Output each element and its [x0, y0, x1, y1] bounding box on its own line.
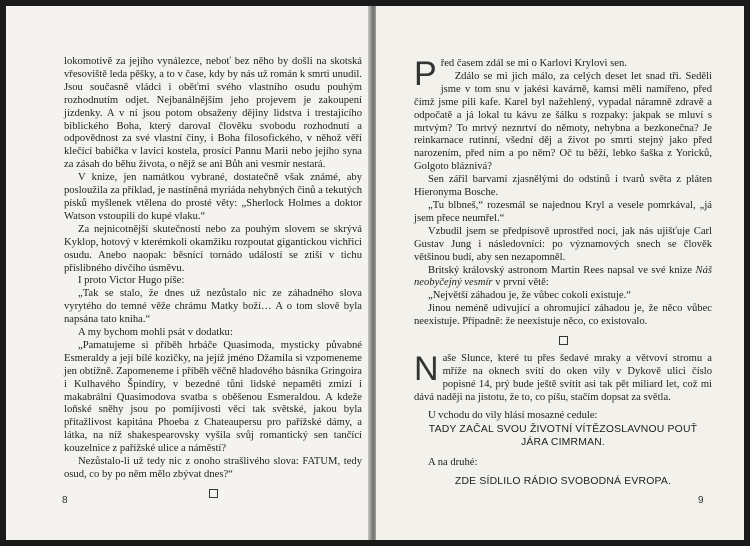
- drop-cap: P: [414, 55, 437, 93]
- section-ornament: [559, 336, 568, 345]
- paragraph: lokomotivě za jejího vynálezce, neboť bez něho by došli na skotská vřesoviště leda pěšky, a to v čase, kdy by nás už román k smrti unudil. Jsou současně vládci i oběťmi svého vlastního osudu pouhým rozhodnutím odjet. Nejbanálnějším jeho projevem je zakoupení jízdenky. A v ní jsou potom obsaženy dějiny lidstva i trestajícího biblického Boha, který daroval člověku svobodu rozhodnutí a odpovědnost za své vlastní činy, i Boha filosofického, v něhož věří klečící babička v lavici kostela, prosící Pannu Marii nebo jejího syna za zásah do běhu života, o nějž se ani Bůh ani vesmír nestará.: [64, 56, 362, 171]
- paragraph: I proto Victor Hugo píše:: [78, 275, 185, 287]
- paragraph: Za nejnicotnější skutečností nebo za pouhým slovem se skrývá Kyklop, hotový v kterémkoli okamžiku rozpoutat gigantickou vichřici osudu. Anebo naopak: běsnící tornádo událostí se ztiší v tichu příslibného dívčího úsměvu.: [64, 223, 362, 274]
- paragraph: Vzbudil jsem se předpisově uprostřed noci, jak nás ujišťuje Carl Gustav Jung i následovníci: po významových snech se člověk většinou budí, aby sen nezapomněl.: [414, 225, 712, 263]
- paragraph: Před časem zdál se mi o Karlovi Krylovi sen.: [414, 55, 627, 93]
- page-number-left: 8: [62, 495, 68, 506]
- plaque-cimrman: TADY ZAČAL SVOU ŽIVOTNÍ VÍTĚZOSLAVNOU POUŤ JÁRA CIMRMAN.: [428, 423, 698, 448]
- paragraph: Jinou neméně udivující a ohromující záhadou je, že něco vůbec neexistuje. Případně: že neexistuje něco, co existovalo.: [414, 303, 712, 328]
- paragraph: Sen zářil barvami zjasnělými do odstínů i tvarů světa z pláten Hieronyma Bosche.: [414, 174, 712, 199]
- paragraph: A na druhé:: [428, 456, 478, 468]
- left-page: [6, 6, 372, 540]
- paragraph: „Největší záhadou je, že vůbec cokoli existuje.“: [428, 290, 631, 302]
- book-title: Náš neobyčejný vesmír: [414, 264, 712, 289]
- paragraph: Britský královský astronom Martin Rees napsal ve své knize Náš neobyčejný vesmír v první větě:: [414, 264, 712, 289]
- paragraph: Zdálo se mi jich málo, za celých deset let snad tři. Seděli jsme v tom snu v jakési kavárně, kamsi měli namířeno, před čímž jsme pili kafe. Karel byl nažehlený, vypadal náramně zdravě a odpočatě a já lokal tu kávu ze šálku s rozpaky: jakpak se mluví s mrtvým? To mrtvý neznrtví do němoty, nehybna a bezkonečna? Je reinkarnace rutinní, všední děj a život po smrti stejný jako před narozením, před ním a po něm? Oč tu běží, lebko šaška z Yoricků, Golgoto bláznivá?: [414, 70, 712, 173]
- plaque-radio: ZDE SÍDLILO RÁDIO SVOBODNÁ EVROPA.: [454, 476, 672, 488]
- paragraph: Naše Slunce, které tu přes šedavé mraky a větvoví stromu a mříže na oknech svítí do oken vily v Dykově ulici číslo popisné 14, prý bude ještě svítit asi tak pět miliard let, což mi dává naději na jistotu, že to, co píšu, stačím dopsat za světla.: [414, 350, 712, 403]
- paragraph: „Pamatujeme si příběh hrbáče Quasimoda, mysticky půvabné Esmeraldy a její bílé kozičky, na jejíž jméno Džamila si vzpomeneme jen obtížně. Zapomeneme i příběh věčně hladového básníka Gringoira i Kulhavého Špindíry, v bezedné tůni lidské nepaměti zmizí i makabrální Quasimodova svatba s oběšenou Esmeraldou. A kdeže loňské sněhy jsou po pomíjivosti věcí tak světské, jakou byla přitažlivost kapitána Phoeba z Chateaupersu pro pařížské dámy, a látka, na níž shakespearovsky vyšila svůj romantický sen tančící kouzelnice z pařížské ulice a náměstí?: [64, 339, 362, 455]
- section-ornament: [209, 489, 218, 498]
- paragraph: V knize, jen namátkou vybrané, dostatečně však známé, aby posloužila za příklad, je nastíněná myriáda nehybných činů a tekutých písků myšlenek vtělena do prosté věty: „Sherlock Holmes a doktor Watson vstoupili do kupé vlaku.“: [64, 172, 362, 222]
- paragraph: „Tu blbneš,“ rozesmál se najednou Kryl a vesele pomrkával, „já jsem přece neumřel.“: [414, 199, 712, 224]
- left-page-text: [64, 56, 362, 503]
- drop-cap: N: [414, 350, 439, 389]
- page-number-right: 9: [698, 495, 704, 506]
- paragraph: A my bychom mohli psát v dodatku:: [78, 327, 233, 339]
- right-page: [376, 6, 744, 540]
- paragraph: „Tak se stalo, že dnes už nezůstalo nic ze záhadného slova vyrytého do temné věže chrámu Matky boží… A o tom slově byla napsána tato kniha.“: [64, 288, 362, 326]
- paragraph: U vchodu do vily hlásí mosazné cedule:: [428, 409, 598, 421]
- right-page-text: [414, 55, 712, 488]
- paragraph: Nezůstalo-li už tedy nic z onoho strašlivého slova: FATUM, tedy osud, co by po něm mělo zbývat dnes?“: [64, 456, 362, 480]
